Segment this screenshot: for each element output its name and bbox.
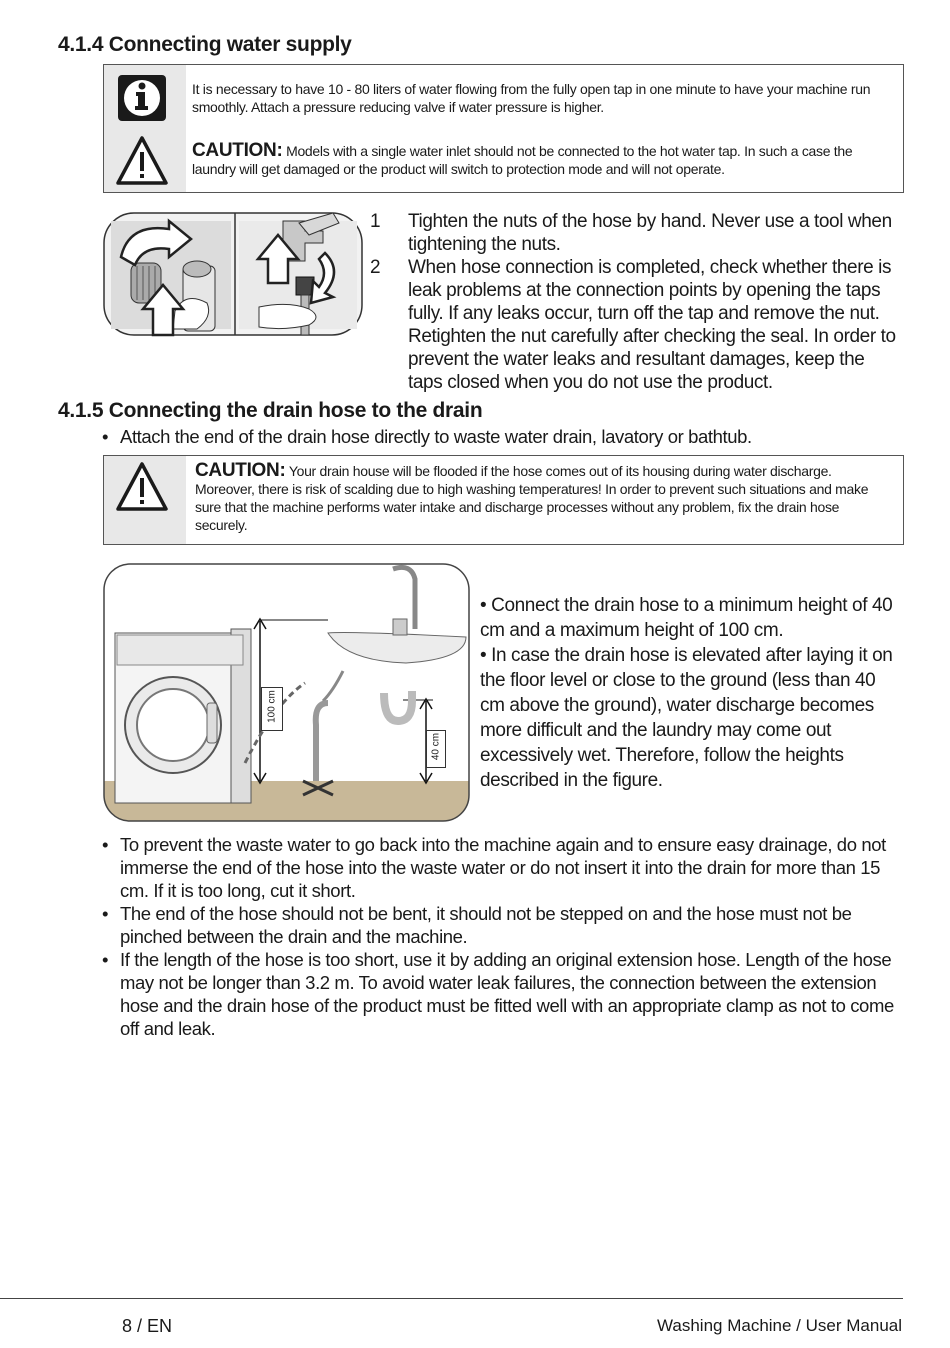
page-number: 8 / EN [122, 1316, 173, 1336]
drain-note: • Connect the drain hose to a minimum height of 40 cm and a maximum height of 100 cm. [480, 595, 893, 641]
caution-body: Models with a single water inlet should not be connected to the hot water tap. In such a case the laundry will get damaged or the product will switch to protection mode and will not operate. [192, 143, 853, 177]
drain-hose-bullets [100, 833, 903, 1040]
bullet-item: • To prevent the waste water to go back into the machine again and to ensure easy drainage, do not immerse the end of the hose into the waste water or do not insert it into the drain for more than 15 cm. If it is too long, cut it short. [100, 833, 903, 902]
step-text: Tighten the nuts of the hose by hand. Never use a tool when tightening the nuts. [408, 211, 892, 255]
caution-label: CAUTION: [195, 460, 286, 481]
hose-connection-steps [370, 210, 902, 394]
section-heading-414: 4.1.4 Connecting water supply [58, 33, 352, 56]
caution-icon-cell [104, 130, 186, 192]
footer-divider [0, 1298, 903, 1299]
hose-connection-figure [103, 211, 363, 337]
max-height-label: 100 cm [266, 690, 278, 723]
step-text: When hose connection is completed, check whether there is leak problems at the connection points by opening the taps fully. If any leaks occur, turn off the tap and remove the nut. Retighten the nut carefully after checking the seal. In order to prevent the water leaks and resultant damages, keep the taps closed when you do not use the product. [408, 257, 896, 393]
section-heading-415: 4.1.5 Connecting the drain hose to the drain [58, 399, 483, 422]
caution-label: CAUTION: [192, 140, 283, 161]
caution-text-water-inlet [192, 142, 893, 178]
step-number: 2 [370, 257, 381, 278]
drain-note: • In case the drain hose is elevated after laying it on the floor level or close to the ground (less than 40 cm above the ground), water discharge becomes more difficult and the laundry may come out excessively wet. Therefore, follow the heights described in the figure. [480, 645, 893, 791]
warning-triangle-icon [104, 130, 186, 192]
caution-body: Your drain house will be flooded if the hose comes out of its housing during water discharge. Moreover, there is risk of scalding due to high washing temperatures! In order to prevent such situations and make sure that the machine performs water intake and discharge processes without any problem, fix the drain hose securely. [195, 463, 869, 533]
caution-icon-cell [104, 456, 186, 544]
bullet-item: • If the length of the hose is too short, use it by adding an original extension hose. Length of the hose may not be longer than 3.2 m. To avoid water leak failures, the connection between the extension hose and the drain hose of the product must be fitted well with an appropriate clamp as not to come off and leak. [100, 948, 903, 1040]
caution-text-drain [195, 462, 893, 534]
caution-box-drain [103, 455, 904, 545]
warning-triangle-icon [104, 456, 186, 544]
info-notice-text: It is necessary to have 10 - 80 liters of water flowing from the fully open tap in one minute to have your machine run smoothly. Attach a pressure reducing valve if water pressure is higher. [192, 81, 871, 115]
drain-height-notes [480, 593, 904, 793]
info-icon-cell [104, 65, 186, 131]
min-height-label-box [426, 730, 446, 768]
info-icon [104, 65, 186, 131]
document-title: Washing Machine / User Manual [656, 1316, 902, 1335]
drain-height-figure [103, 563, 470, 822]
step-item [370, 210, 902, 256]
min-height-label: 40 cm [430, 732, 442, 761]
bullet-item: • Attach the end of the drain hose directly to waste water drain, lavatory or bathtub. [100, 425, 920, 448]
caution-box-water-inlet [103, 130, 904, 193]
step-item [370, 256, 902, 394]
max-height-label-box [261, 687, 283, 731]
bullet-item: • The end of the hose should not be bent, it should not be stepped on and the hose must not be pinched between the drain and the machine. [100, 902, 903, 948]
step-number: 1 [370, 211, 381, 232]
info-notice-box [103, 64, 904, 132]
